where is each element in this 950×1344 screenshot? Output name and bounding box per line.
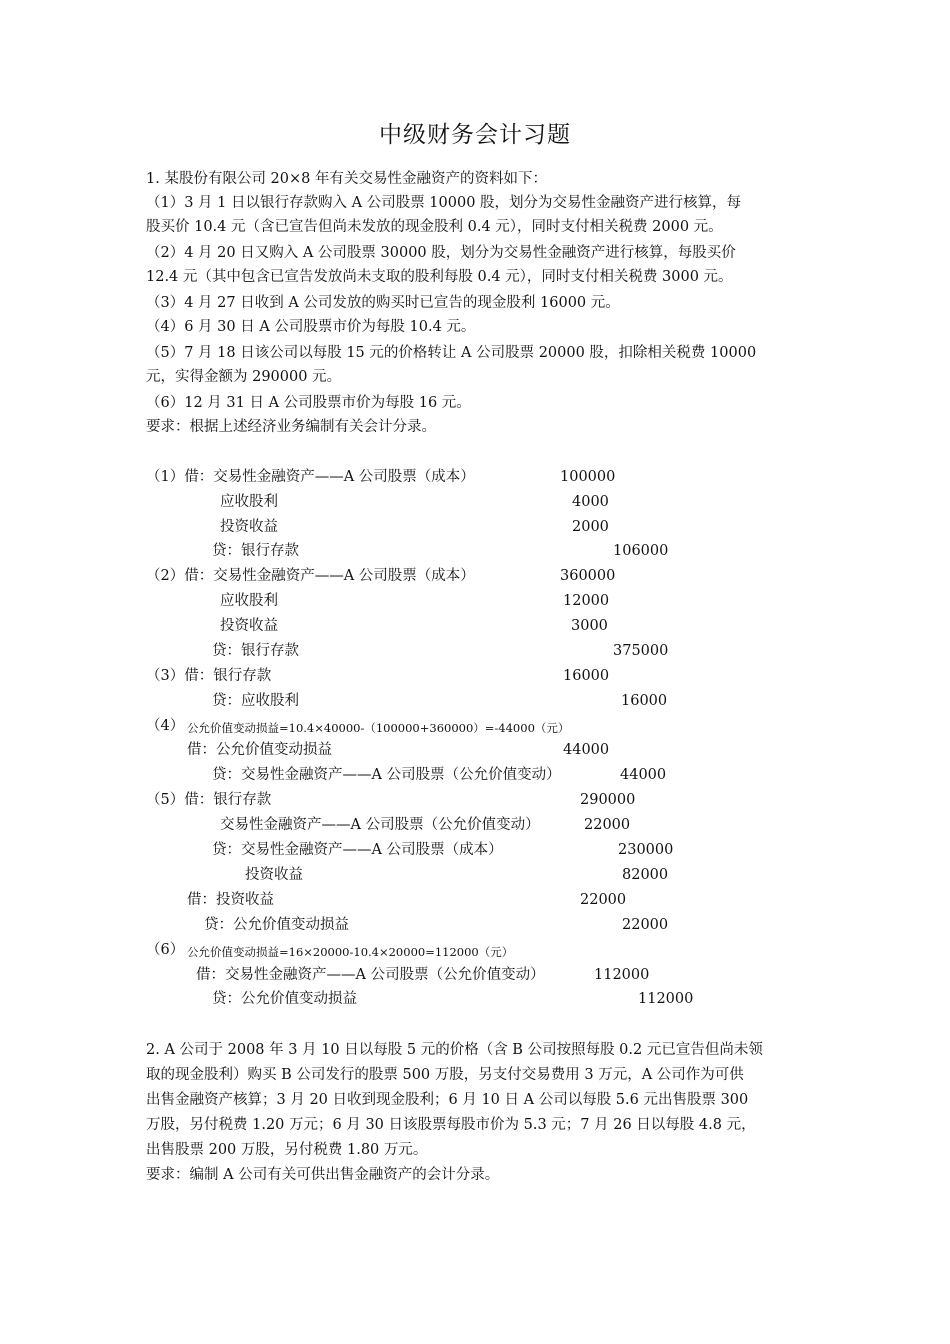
page-title: 中级财务会计习题: [379, 122, 571, 148]
q1-line: （1）3 月 1 日以银行存款购入 A 公司股票 10000 股，划分为交易性金融资产进行核算，每: [146, 195, 742, 211]
entry-amount: 22000: [580, 892, 627, 908]
q2-line: 出售股票 200 万股，另付税费 1.80 万元。: [146, 1142, 428, 1158]
entry-text: （4）: [146, 718, 185, 734]
entry-text: （6）: [146, 942, 185, 958]
entry-amount: 16000: [563, 668, 610, 684]
entry-text: 贷：应收股利: [212, 693, 299, 709]
q2-line: 取的现金股利）购买 B 公司发行的股票 500 万股，另支付交易费用 3 万元，A 公司作为可供: [146, 1067, 744, 1083]
q1-line: （5）7 月 18 日该公司以每股 15 元的价格转让 A 公司股票 20000 股，扣除相关税费 10000: [146, 345, 757, 361]
entry-text: 投资收益: [220, 519, 278, 535]
entry-text: 贷：交易性金融资产——A 公司股票（公允价值变动）: [212, 767, 561, 783]
entry-text: 贷：公允价值变动损益: [204, 917, 349, 933]
entry-amount: 360000: [560, 568, 616, 584]
entry-text: 应收股利: [220, 593, 278, 609]
entry-text: 应收股利: [220, 494, 278, 510]
q1-line: （4）6 月 30 日 A 公司股票市价为每股 10.4 元。: [146, 319, 476, 335]
entry-text: 投资收益: [245, 867, 303, 883]
entry-amount: 22000: [584, 817, 631, 833]
entry-text: （5）借：银行存款: [146, 792, 272, 808]
entry-amount: 2000: [572, 519, 609, 535]
entry-amount: 16000: [621, 693, 668, 709]
entry-amount: 230000: [618, 842, 674, 858]
q1-line: 股买价 10.4 元（含已宣告但尚未发放的现金股利 0.4 元），同时支付相关税费 2000 元。: [146, 219, 723, 235]
q2-line: 万股，另付税费 1.20 万元；6 月 30 日该股票每股市价为 5.3 元；7 月 26 日以每股 4.8 元，: [146, 1117, 756, 1133]
q1-line: 1. 某股份有限公司 20×8 年有关交易性金融资产的资料如下：: [146, 171, 547, 187]
q2-line: 2. A 公司于 2008 年 3 月 10 日以每股 5 元的价格（含 B 公司按照每股 0.2 元已宣告但尚未领: [146, 1042, 763, 1058]
entry-text: （3）借：银行存款: [146, 668, 272, 684]
q1-line: 12.4 元（其中包含已宣告发放尚未支取的股利每股 0.4 元），同时支付相关税费 3000 元。: [146, 269, 733, 285]
entry-text: 借：公允价值变动损益: [187, 742, 332, 758]
q1-line: （6）12 月 31 日 A 公司股票市价为每股 16 元。: [146, 395, 471, 411]
entry-text: 贷：银行存款: [212, 643, 299, 659]
entry-amount: 106000: [613, 543, 669, 559]
entry-text: 贷：公允价值变动损益: [212, 991, 357, 1007]
formula-note: 公允价值变动损益=10.4×40000-（100000+360000）=-44000（元）: [187, 721, 570, 735]
entry-text: 投资收益: [220, 618, 278, 634]
entry-amount: 82000: [622, 867, 669, 883]
entry-amount: 100000: [560, 469, 616, 485]
entry-amount: 44000: [563, 742, 610, 758]
entry-amount: 12000: [563, 593, 610, 609]
entry-text: 借：投资收益: [187, 892, 274, 908]
entry-text: （1）借：交易性金融资产——A 公司股票（成本）: [146, 469, 475, 485]
entry-text: 贷：交易性金融资产——A 公司股票（成本）: [212, 842, 503, 858]
formula-note: 公允价值变动损益=16×20000-10.4×20000=112000（元）: [187, 945, 514, 959]
entry-amount: 290000: [580, 792, 636, 808]
q2-requirement: 要求：编制 A 公司有关可供出售金融资产的会计分录。: [146, 1167, 500, 1183]
q1-line: 元，实得金额为 290000 元。: [146, 369, 342, 385]
entry-amount: 4000: [572, 494, 609, 510]
entry-amount: 112000: [594, 967, 650, 983]
entry-text: （2）借：交易性金融资产——A 公司股票（成本）: [146, 568, 475, 584]
q1-requirement: 要求：根据上述经济业务编制有关会计分录。: [146, 419, 436, 435]
q2-line: 出售金融资产核算；3 月 20 日收到现金股利；6 月 10 日 A 公司以每股 5.6 元出售股票 300: [146, 1092, 749, 1108]
entry-amount: 3000: [571, 618, 608, 634]
q1-line: （2）4 月 20 日又购入 A 公司股票 30000 股，划分为交易性金融资产进行核算，每股买价: [146, 245, 736, 261]
entry-amount: 112000: [638, 991, 694, 1007]
entry-text: 贷：银行存款: [212, 543, 299, 559]
entry-text: 借：交易性金融资产——A 公司股票（公允价值变动）: [196, 967, 545, 983]
q1-line: （3）4 月 27 日收到 A 公司发放的购买时已宣告的现金股利 16000 元。: [146, 295, 620, 311]
entry-amount: 44000: [620, 767, 667, 783]
entry-amount: 22000: [622, 917, 669, 933]
entry-amount: 375000: [613, 643, 669, 659]
entry-text: 交易性金融资产——A 公司股票（公允价值变动）: [220, 817, 540, 833]
